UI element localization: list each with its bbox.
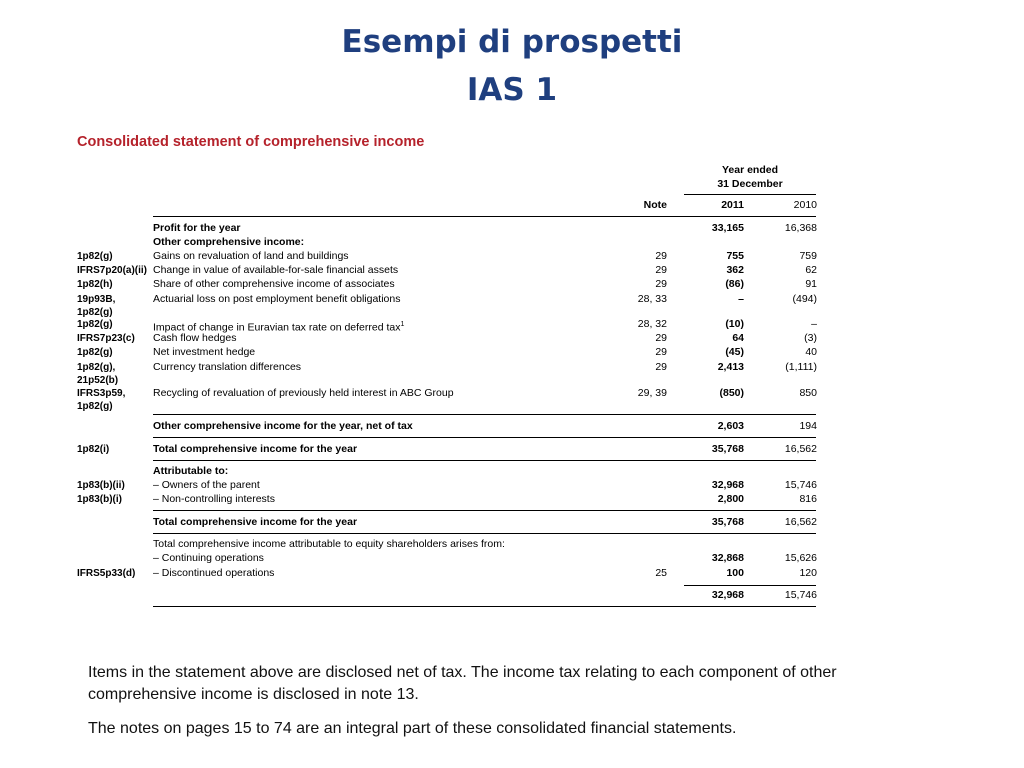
period-end-label: 31 December: [717, 178, 783, 190]
row-reference: 1p82(g),: [77, 362, 116, 373]
row-value-2011: 35,768: [711, 516, 744, 528]
row-reference: IFRS7p23(c): [77, 333, 135, 344]
row-value-2010: 15,746: [784, 589, 817, 601]
row-note: 29, 39: [637, 387, 667, 399]
rule-before-oci-total: [153, 414, 816, 415]
row-note: 29: [655, 361, 667, 373]
row-value-2011: 32,968: [711, 479, 744, 491]
row-value-2010: (3): [804, 332, 817, 344]
row-value-2010: 850: [799, 387, 817, 399]
row-value-2010: –: [811, 318, 817, 330]
row-description: Other comprehensive income:: [153, 236, 305, 248]
rule-before-attrib-total: [153, 510, 816, 511]
header-rule: [684, 194, 816, 195]
row-value-2010: 16,562: [784, 516, 817, 528]
row-description: Recycling of revaluation of previously held interest in ABC Group: [153, 387, 454, 399]
row-description: Gains on revaluation of land and buildings: [153, 250, 349, 262]
row-value-2010: 816: [799, 493, 817, 505]
row-description: – Continuing operations: [153, 552, 264, 564]
slide-title-line1: Esempi di prospetti: [341, 24, 683, 60]
row-value-2011: 2,603: [717, 420, 744, 432]
row-reference: 1p83(b)(ii): [77, 480, 125, 491]
row-description: Attributable to:: [153, 465, 229, 477]
row-note: 28, 32: [637, 318, 667, 330]
row-description: Actuarial loss on post employment benefit obligations: [153, 293, 401, 305]
row-reference-cont: 21p52(b): [77, 375, 119, 386]
year-col-rule: [684, 216, 816, 217]
row-reference: IFRS3p59,: [77, 388, 126, 399]
row-value-2010: 759: [799, 250, 817, 262]
row-value-2010: 40: [805, 346, 817, 358]
row-reference: 1p82(h): [77, 279, 113, 290]
row-value-2010: 62: [805, 264, 817, 276]
row-reference: 1p82(g): [77, 251, 113, 262]
col-note-header: Note: [643, 199, 667, 211]
row-description: Total comprehensive income attributable to equity shareholders arises from:: [153, 538, 505, 550]
row-value-2011: 2,800: [717, 493, 744, 505]
rule-after-total-ci: [153, 460, 816, 461]
row-reference: 1p82(g): [77, 319, 113, 330]
rule-before-final-total: [684, 585, 816, 586]
row-value-2011: (850): [719, 387, 744, 399]
footnote-marker: 1: [400, 321, 405, 328]
row-reference: 19p93B,: [77, 294, 116, 305]
row-value-2011: 32,968: [711, 589, 744, 601]
row-description: Change in value of available-for-sale financial assets: [153, 264, 399, 276]
rule-after-oci-total: [153, 437, 816, 438]
row-description: Profit for the year: [153, 222, 241, 234]
row-description: Currency translation differences: [153, 361, 302, 373]
row-value-2010: 15,746: [784, 479, 817, 491]
row-value-2010: (1,111): [785, 361, 817, 373]
row-reference: 1p83(b)(i): [77, 494, 122, 505]
row-value-2011: 33,165: [711, 222, 744, 234]
row-description: Other comprehensive income for the year, net of tax: [153, 420, 413, 432]
row-note: 29: [655, 250, 667, 262]
row-value-2011: 64: [732, 332, 744, 344]
row-value-2011: –: [738, 293, 744, 305]
row-reference: 1p82(i): [77, 444, 110, 455]
statement-heading: Consolidated statement of comprehensive income: [77, 134, 425, 150]
row-description: Total comprehensive income for the year: [153, 516, 358, 528]
row-value-2010: 16,368: [784, 222, 817, 234]
row-note: 29: [655, 278, 667, 290]
row-value-2011: 100: [726, 567, 744, 579]
row-value-2010: 15,626: [784, 552, 817, 564]
row-value-2010: (494): [792, 293, 817, 305]
row-reference-cont: 1p82(g): [77, 401, 113, 412]
row-note: 28, 33: [637, 293, 667, 305]
row-value-2011: 35,768: [711, 443, 744, 455]
table-bottom-rule: [153, 606, 816, 607]
year-ended-label: Year ended: [721, 164, 779, 176]
footer-paragraph-1: Items in the statement above are disclosed net of tax. The income tax relating to each component of other comprehensive income is disclosed in note 13.: [88, 664, 837, 703]
row-value-2011: 2,413: [717, 361, 744, 373]
row-reference-cont: 1p82(g): [77, 307, 113, 318]
row-description: Cash flow hedges: [153, 332, 237, 344]
row-note: 25: [655, 567, 667, 579]
footer-paragraph-2: The notes on pages 15 to 74 are an integral part of these consolidated financial statements.: [88, 720, 737, 737]
row-note: 29: [655, 332, 667, 344]
row-note: 29: [655, 264, 667, 276]
row-value-2011: 32,868: [711, 552, 744, 564]
row-reference: IFRS5p33(d): [77, 568, 136, 579]
row-description: Share of other comprehensive income of associates: [153, 278, 395, 290]
row-description: Impact of change in Euravian tax rate on deferred tax$^1$: [153, 321, 405, 334]
rule-after-attrib-total: [153, 533, 816, 534]
row-value-2011: (45): [725, 346, 744, 358]
row-description: – Non-controlling interests: [153, 493, 275, 505]
row-reference: 1p82(g): [77, 347, 113, 358]
row-value-2011: (86): [725, 278, 744, 290]
row-note: 29: [655, 346, 667, 358]
row-value-2010: 120: [799, 567, 817, 579]
row-value-2010: 91: [805, 278, 817, 290]
col-2010-header: 2010: [793, 199, 817, 211]
col-2011-header: 2011: [721, 199, 744, 211]
row-value-2011: (10): [725, 318, 744, 330]
row-value-2010: 16,562: [784, 443, 817, 455]
slide-title-line2: IAS 1: [466, 72, 558, 108]
row-description: Total comprehensive income for the year: [153, 443, 358, 455]
row-value-2011: 755: [726, 250, 744, 262]
row-description: – Discontinued operations: [153, 567, 275, 579]
row-description: – Owners of the parent: [153, 479, 260, 491]
row-reference: IFRS7p20(a)(ii): [77, 265, 148, 276]
row-value-2010: 194: [799, 420, 817, 432]
row-value-2011: 362: [726, 264, 744, 276]
row-description: Net investment hedge: [153, 346, 256, 358]
